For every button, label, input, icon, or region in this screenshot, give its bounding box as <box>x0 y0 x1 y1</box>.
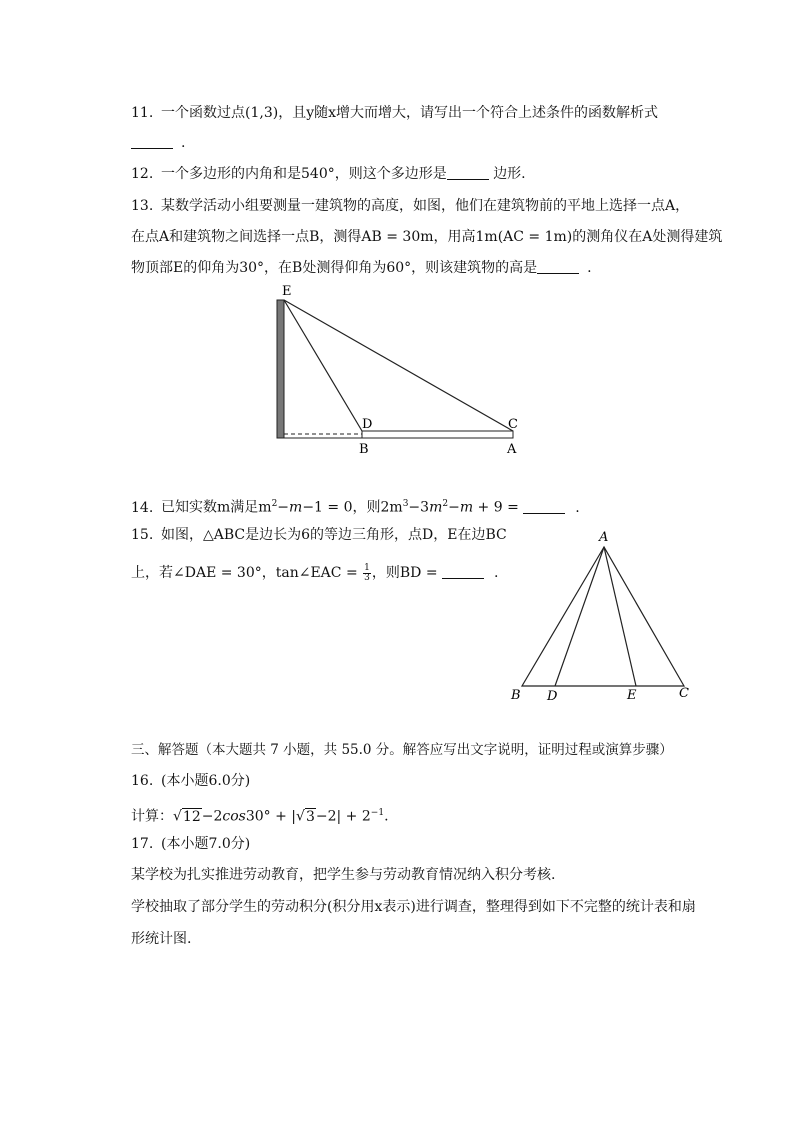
question-text-tail: 边形. <box>493 166 526 182</box>
question-17-para-2: 学校抽取了部分学生的劳动积分(积分用x表示)进行调查，整理得到如下不完整的统计表和扇 <box>131 899 696 915</box>
line-AE <box>604 547 636 686</box>
triangle-ABC <box>522 547 684 686</box>
answer-blank[interactable] <box>537 259 579 274</box>
answer-blank[interactable] <box>447 165 489 180</box>
label-B: B <box>511 688 521 703</box>
question-text: 已知实数m满足m <box>161 499 272 516</box>
label-D: D <box>547 689 558 704</box>
q15-figure <box>0 525 794 705</box>
question-11 <box>131 103 658 123</box>
section-heading: 三、解答题（本大题共 7 小题，共 55.0 分。解答应写出文字说明，证明过程或演算步骤） <box>131 742 673 758</box>
period: . <box>587 260 592 276</box>
period: . <box>494 565 499 581</box>
question-number: 16. <box>131 773 154 789</box>
label-E: E <box>627 688 637 703</box>
question-number: 13. <box>131 198 154 214</box>
question-text: 上，若∠DAE = 30°，tan∠EAC = <box>131 565 358 581</box>
period: . <box>575 499 580 516</box>
question-13-line-2: 在点A和建筑物之间选择一点B，测得AB = 30m，用高1m(AC = 1m)的测角仪在A处测得建筑 <box>131 229 723 245</box>
question-16 <box>131 771 250 791</box>
question-11-answer-line <box>131 133 185 153</box>
question-text: 某数学活动小组要测量一建筑物的高度，如图，他们在建筑物前的平地上选择一点A， <box>161 198 690 214</box>
label-A: A <box>599 530 609 545</box>
label-D: D <box>362 417 373 432</box>
question-points: (本小题7.0分) <box>161 836 251 852</box>
label-A: A <box>507 442 517 457</box>
question-text: 一个函数过点(1,3)，且y随x增大而增大，请写出一个符合上述条件的函数解析式 <box>161 105 658 121</box>
question-number: 14. <box>131 499 154 516</box>
line-ED <box>284 300 362 431</box>
label-B: B <box>359 442 369 457</box>
label-C: C <box>679 686 689 701</box>
fraction-denominator: 3 <box>364 572 370 583</box>
answer-blank[interactable] <box>131 134 173 149</box>
line-EC <box>284 300 513 431</box>
question-13-line-3 <box>131 258 592 278</box>
fraction-numerator: 1 <box>364 562 370 573</box>
question-points: (本小题6.0分) <box>161 773 251 789</box>
instrument-bar <box>362 431 513 438</box>
question-17-para-3: 形统计图. <box>131 931 192 947</box>
question-17-para-1: 某学校为扎实推进劳动教育，把学生参与劳动教育情况纳入积分考核. <box>131 867 556 883</box>
label-E: E <box>282 285 292 299</box>
period: . <box>181 135 186 151</box>
question-14: 14. 已知实数m满足$m^2-m-1 = 0$，则$2m^3-3m^2-m + 9$ = . <box>131 499 580 516</box>
question-number: 11. <box>131 105 154 121</box>
question-number: 12. <box>131 166 154 182</box>
question-text: 如图，△ABC是边长为6的等边三角形，点D，E在边BC <box>161 527 507 543</box>
calc-label: 计算： <box>131 808 173 825</box>
question-text: 物顶部E的仰角为30°，在B处测得仰角为60°，则该建筑物的高是 <box>131 260 538 276</box>
building <box>277 300 284 438</box>
question-text-mid: 则2m <box>366 499 403 516</box>
answer-blank[interactable] <box>523 499 565 514</box>
question-13-line-1 <box>131 196 689 216</box>
question-text: 一个多边形的内角和是540°，则这个多边形是 <box>161 166 447 182</box>
question-number: 17. <box>131 836 154 852</box>
question-text-mid: ，则BD = <box>371 565 438 581</box>
label-C: C <box>508 417 518 432</box>
question-16-calc: 计算：$√12-2\cos 30^\circ + |√3-2| + 2^{-1}$. <box>131 808 389 825</box>
question-number: 15. <box>131 527 154 543</box>
question-12 <box>131 164 526 184</box>
q13-figure <box>0 285 794 460</box>
question-17 <box>131 834 250 854</box>
